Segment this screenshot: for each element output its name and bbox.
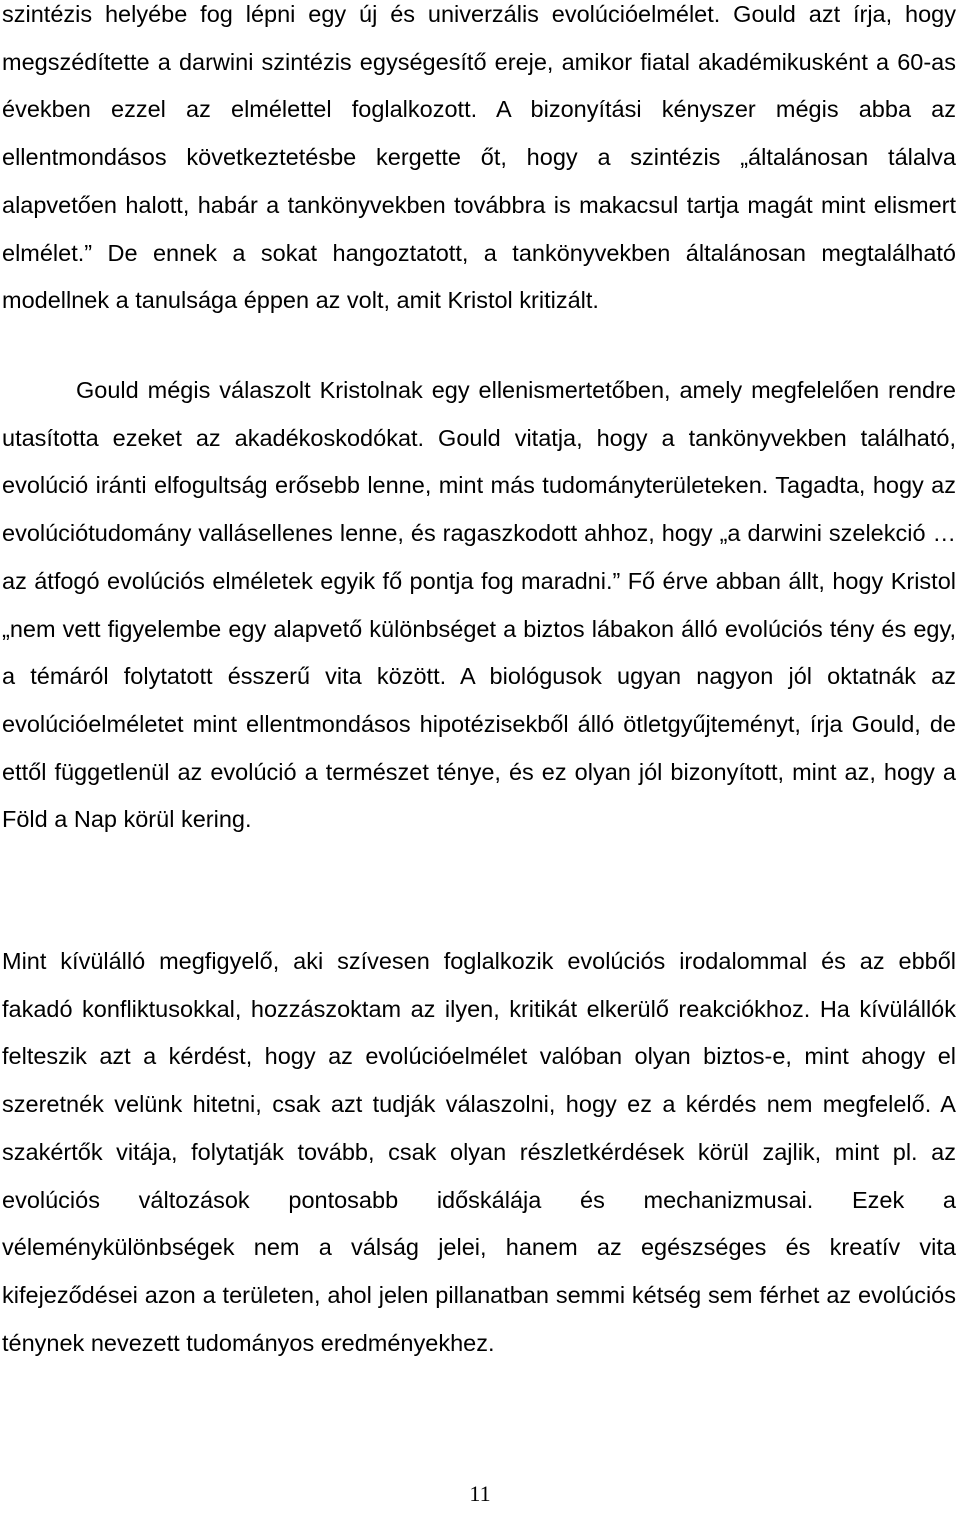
paragraph-1: szintézis helyébe fog lépni egy új és univerzális evolúcióelmélet. Gould azt írja, hogy megszédítette a darwini szintézis egységesítő ereje, amikor fiatal akadémikusként a 60-as években ezzel az elmélettel foglalkozott. A bizonyítási kényszer mégis abba az ellentmondásos következtetésbe kergette őt, hogy a szintézis „általánosan tálalva alapvetően halott, habár a tankönyvekben továbbra is makacsul tartja magát mint elismert elmélet.” De ennek a sokat hangoztatott, a tankönyvekben általánosan megtalálható modellnek a tanulsága éppen az volt, amit Kristol kritizált. [2, 1, 956, 314]
paragraph-outside-observer [2, 938, 956, 1367]
paragraph-gould-reply [2, 367, 956, 844]
paragraph-3: Mint kívülálló megfigyelő, aki szívesen foglalkozik evolúciós irodalommal és az ebből fakadó konfliktusokkal, hozzászoktam az ilyen, kritikát elkerülő reakciókhoz. Ha kívülállók felteszik azt a kérdést, hogy az evolúcióelmélet valóban olyan biztos-e, mint ahogy el szeretnék velünk hitetni, csak azt tudják válaszolni, hogy ez a kérdés nem megfelelő. A szakértők vitája, folytatják tovább, csak olyan részletkérdések körül zajlik, mint pl. az evolúciós változások pontosabb időskálája és mechanizmusai. Ezek a véleménykülönbségek nem a válság jelei, hanem az egészséges és kreatív vita kifejeződései azon a területen, ahol jelen pillanatban semmi kétség sem férhet az evolúciós ténynek nevezett tudományos eredményekhez. [2, 948, 956, 1356]
paragraph-2: Gould mégis válaszolt Kristolnak egy ellenismertetőben, amely megfelelően rendre utasította ezeket az akadékoskodókat. Gould vitatja, hogy a tankönyvekben található, evolúció iránti elfogultság erősebb lenne, mint más tudományterületeken. Tagadta, hogy az evolúciótudomány vallásellenes lenne, és ragaszkodott ahhoz, hogy „a darwini szelekció … az átfogó evolúciós elméletek egyik fő pontja fog maradni.” Fő érve abban állt, hogy Kristol „nem vett figyelembe egy alapvető különbséget a biztos lábakon álló evolúciós tény és egy, a témáról folytatott ésszerű vita között. A biológusok ugyan nagyon jól oktatnák az evolúcióelméletet mint ellentmondásos hipotézisekből álló ötletgyűjteményt, írja Gould, de ettől függetlenül az evolúció a természet ténye, és ez olyan jól bizonyított, mint az, hogy a Föld a Nap körül kering. [2, 377, 956, 833]
paragraph-continuation [2, 0, 956, 325]
page-number: 11 [469, 1481, 491, 1506]
